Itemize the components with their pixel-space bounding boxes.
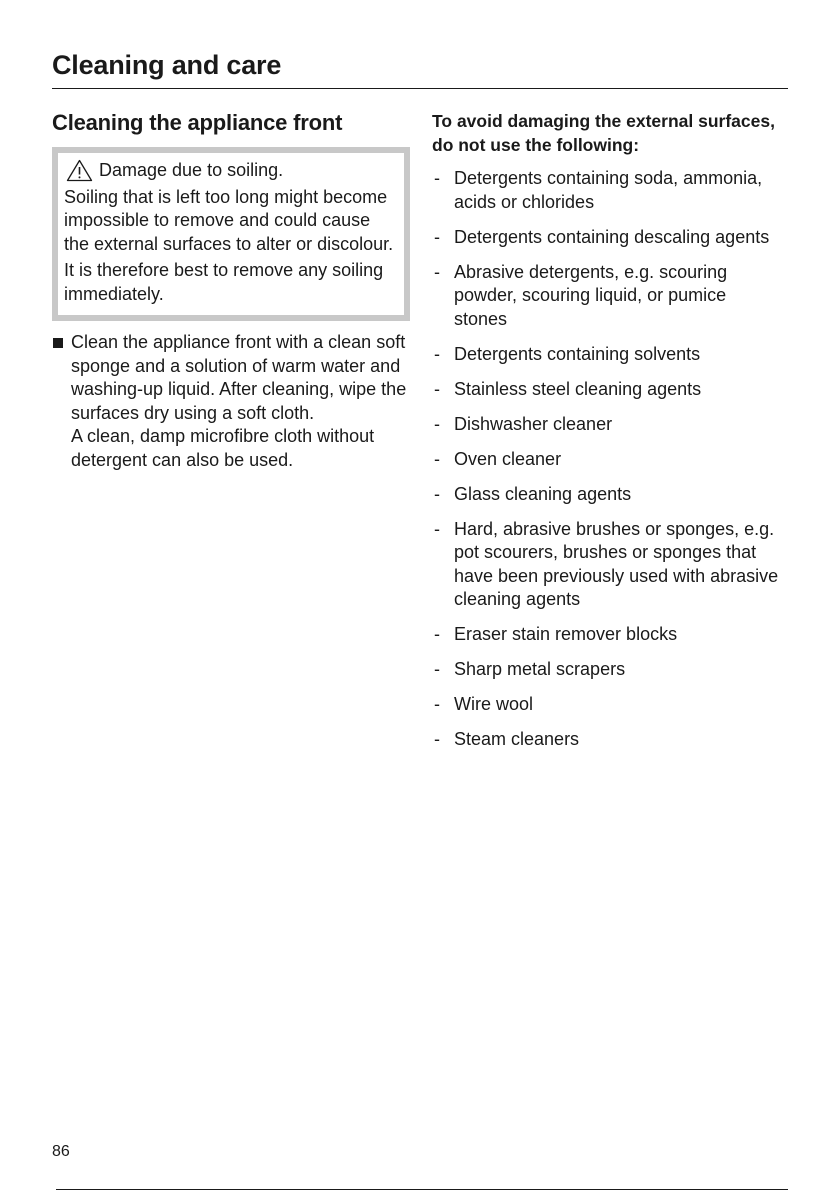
- dash-marker: -: [434, 378, 440, 399]
- section-title: Cleaning the appliance front: [52, 110, 343, 135]
- dash-marker: -: [434, 518, 440, 539]
- footer-rule: [56, 1189, 788, 1190]
- list-item: [432, 378, 784, 402]
- list-item: [432, 623, 784, 647]
- list-item: [432, 343, 784, 367]
- dash-marker: -: [434, 659, 440, 679]
- list-item-text: Hard, abrasive brushes or sponges, e.g. pot scourers, brushes or sponges that have been previously used with abrasive cleaning agents: [454, 518, 779, 609]
- square-bullet-icon: [52, 331, 71, 472]
- dash-marker: -: [434, 448, 440, 469]
- list-item-text: Eraser stain remover blocks: [454, 624, 678, 644]
- list-item: [432, 413, 784, 437]
- list-item: [432, 261, 784, 332]
- left-column: [52, 108, 410, 472]
- list-item: [432, 448, 784, 472]
- list-item-text: Sharp metal scrapers: [454, 659, 626, 679]
- list-item-text: Detergents containing soda, ammonia, acids or chlorides: [454, 168, 763, 212]
- warning-heading: [64, 159, 398, 183]
- warning-paragraph: It is therefore best to remove any soiling immediately.: [64, 260, 384, 304]
- instruction-body: [71, 331, 410, 472]
- avoid-intro: To avoid damaging the external surfaces, do not use the following:: [432, 111, 775, 155]
- dash-marker: -: [434, 624, 440, 644]
- list-item: [432, 658, 784, 682]
- avoid-list: [432, 167, 784, 752]
- instruction-text: Clean the appliance front with a clean soft sponge and a solution of warm water and washing-up liquid. After cleaning, wipe the surfaces dry using a soft cloth.: [71, 332, 407, 423]
- instruction-item: [52, 331, 410, 472]
- list-item-text: Glass cleaning agents: [454, 483, 632, 504]
- page-header: [52, 48, 788, 89]
- warning-paragraph: Soiling that is left too long might become impossible to remove and could cause the external surfaces to alter or discolour.: [64, 186, 394, 254]
- warning-box: [52, 147, 410, 321]
- list-item-text: Steam cleaners: [454, 729, 580, 749]
- list-item: [432, 226, 784, 250]
- dash-marker: -: [434, 168, 440, 188]
- list-item-text: Detergents containing descaling agents: [454, 226, 770, 247]
- dash-marker: -: [434, 729, 440, 749]
- page-title: Cleaning and care: [52, 50, 282, 80]
- dash-marker: -: [434, 226, 440, 247]
- dash-marker: -: [434, 261, 440, 282]
- list-item: [432, 728, 784, 752]
- warning-triangle-icon: [66, 159, 93, 182]
- list-item-text: Abrasive detergents, e.g. scouring powder, scouring liquid, or pumice stones: [454, 261, 728, 329]
- list-item-text: Dishwasher cleaner: [454, 413, 613, 434]
- list-item: [432, 518, 784, 612]
- list-item-text: Detergents containing solvents: [454, 343, 701, 364]
- dash-marker: -: [434, 413, 440, 434]
- right-column: [432, 110, 784, 763]
- dash-marker: -: [434, 483, 440, 504]
- list-item: [432, 693, 784, 717]
- dash-marker: -: [434, 343, 440, 364]
- list-item-text: Stainless steel cleaning agents: [454, 378, 702, 399]
- list-item: [432, 167, 784, 214]
- list-item-text: Oven cleaner: [454, 448, 562, 469]
- instruction-note: A clean, damp microfibre cloth without detergent can also be used.: [71, 426, 375, 470]
- list-item: [432, 483, 784, 507]
- dash-marker: -: [434, 694, 440, 714]
- warning-title: Damage due to soiling.: [99, 160, 284, 180]
- page-number: 86: [52, 1143, 70, 1160]
- list-item-text: Wire wool: [454, 694, 534, 714]
